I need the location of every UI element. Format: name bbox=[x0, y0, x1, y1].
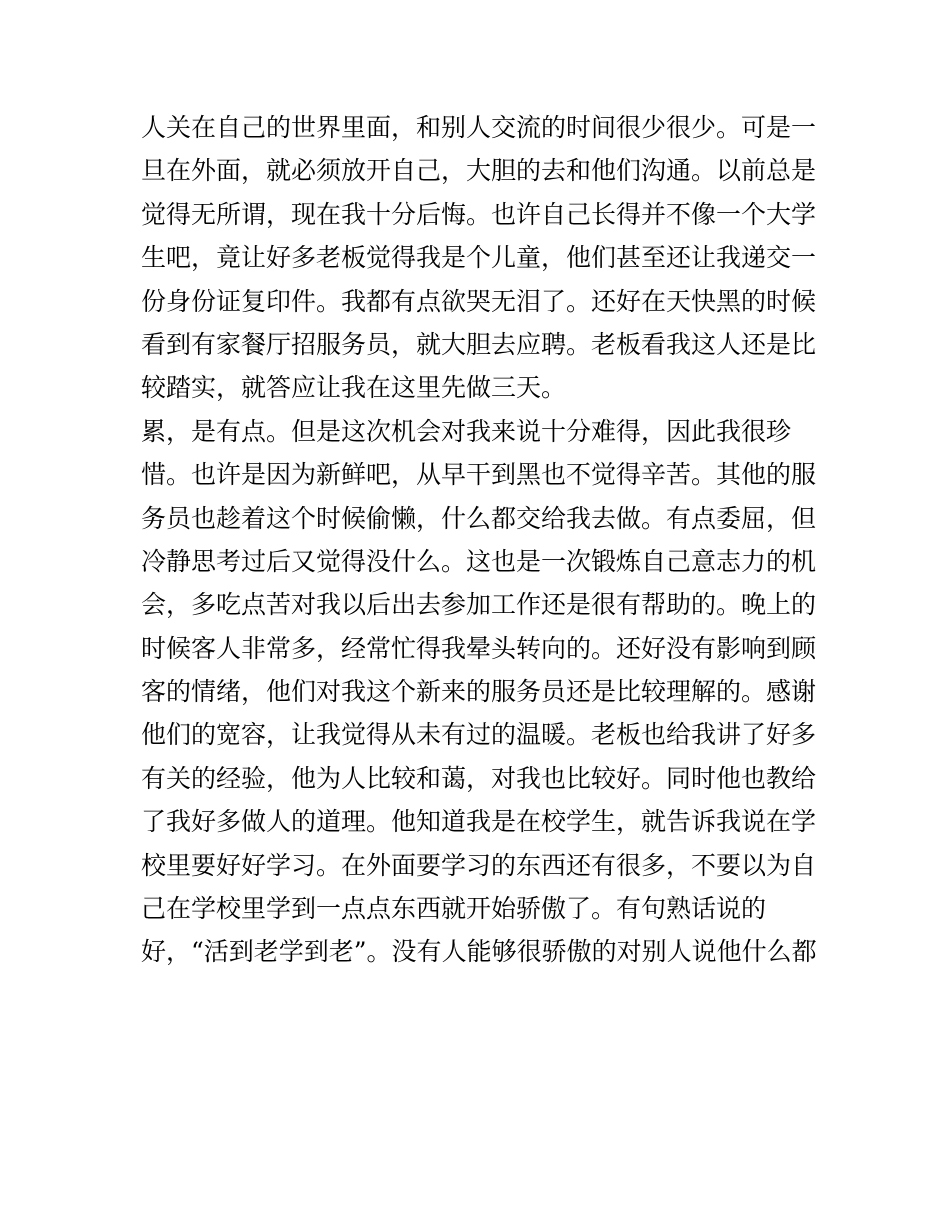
text-line: 觉得无所谓，现在我十分后悔。也许自己长得并不像一个大学 bbox=[141, 199, 817, 229]
document-body bbox=[141, 106, 821, 974]
text-line: 看到有家餐厅招服务员，就大胆去应聘。老板看我这人还是比 bbox=[141, 329, 817, 359]
text-line: 人关在自己的世界里面，和别人交流的时间很少很少。可是一 bbox=[141, 113, 817, 142]
text-line: 份身份证复印件。我都有点欲哭无泪了。还好在天快黑的时候 bbox=[141, 286, 817, 316]
text-line: 有关的经验，他为人比较和蔼，对我也比较好。同时他也教给 bbox=[141, 763, 817, 793]
text-line: 时候客人非常多，经常忙得我晕头转向的。还好没有影响到顾 bbox=[141, 633, 817, 663]
text-line: 冷静思考过后又觉得没什么。这也是一次锻炼自己意志力的机 bbox=[141, 546, 817, 576]
text-line: 累，是有点。但是这次机会对我来说十分难得，因此我很珍 bbox=[141, 416, 792, 446]
text-line: 生吧，竟让好多老板觉得我是个儿童，他们甚至还让我递交一 bbox=[141, 243, 817, 273]
text-line: 好，“活到老学到老”。没有人能够很骄傲的对别人说他什么都 bbox=[141, 937, 817, 967]
text-line: 己在学校里学到一点点东西就开始骄傲了。有句熟话说的 bbox=[141, 894, 767, 924]
text-line: 务员也趁着这个时候偷懒，什么都交给我去做。有点委屈，但 bbox=[141, 503, 817, 533]
text-line: 旦在外面，就必须放开自己，大胆的去和他们沟通。以前总是 bbox=[141, 156, 817, 186]
text-line: 他们的宽容，让我觉得从未有过的温暖。老板也给我讲了好多 bbox=[141, 720, 817, 750]
text-line: 客的情绪，他们对我这个新来的服务员还是比较理解的。感谢 bbox=[141, 677, 817, 707]
text-line: 会，多吃点苦对我以后出去参加工作还是很有帮助的。晚上的 bbox=[141, 590, 817, 620]
text-line: 较踏实，就答应让我在这里先做三天。 bbox=[141, 373, 567, 403]
text-line: 了我好多做人的道理。他知道我是在校学生，就告诉我说在学 bbox=[141, 807, 817, 837]
text-line: 惜。也许是因为新鲜吧，从早干到黑也不觉得辛苦。其他的服 bbox=[141, 460, 817, 490]
text-line: 校里要好好学习。在外面要学习的东西还有很多，不要以为自 bbox=[141, 850, 817, 880]
